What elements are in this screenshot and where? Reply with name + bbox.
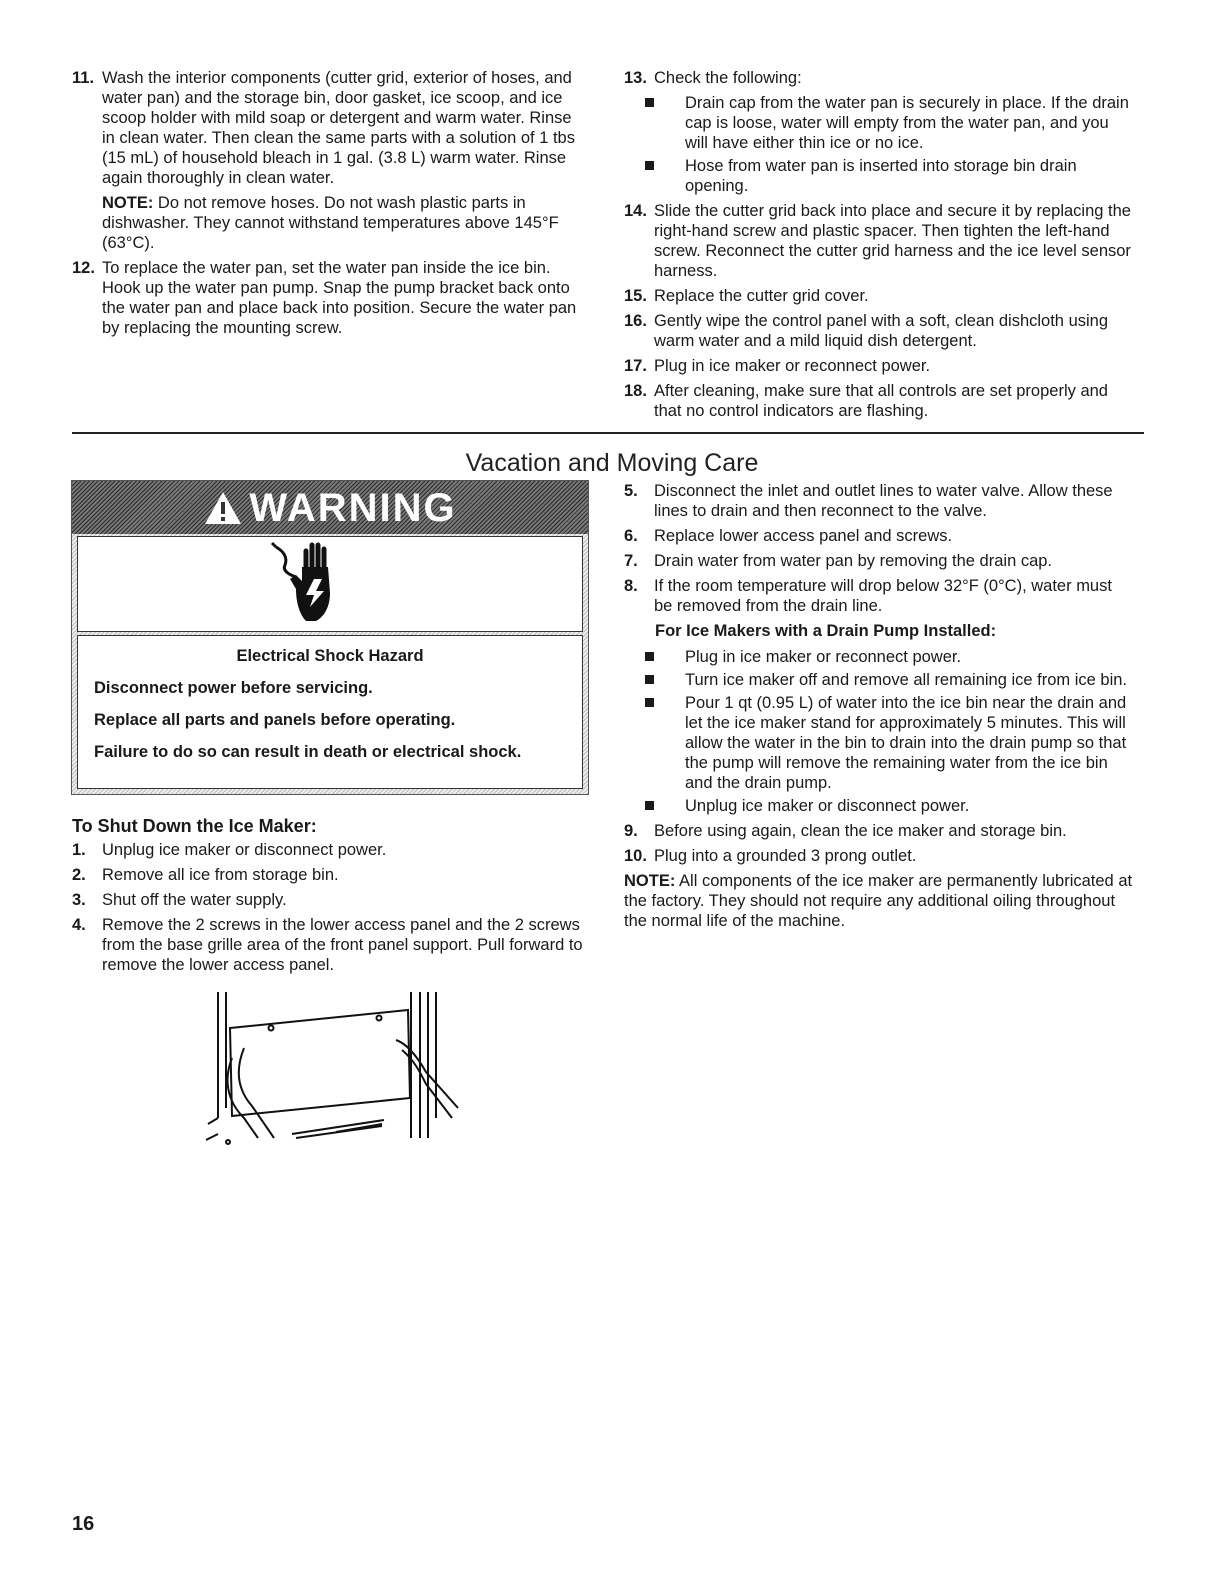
warning-line: Disconnect power before servicing. — [94, 679, 373, 697]
warning-line: Replace all parts and panels before operating. — [94, 711, 456, 729]
step-8 — [624, 576, 1134, 616]
access-panel-removal-illustration — [196, 988, 464, 1148]
step-text: Wash the interior components (cutter grid, exterior of hoses, and water pan) and the storage bin, door gasket, ice scoop, and ice scoop holder with mild soap or detergent and warm water. Rinse in clean water. Then clean the same parts with a solution of 1 tbs (15 mL) of household bleach in 1 gal. (3.8 L) warm water. Rinse again thoroughly in clean water. — [102, 69, 575, 187]
shutdown-step — [72, 865, 587, 885]
warning-header — [72, 481, 588, 534]
bullet-text: Hose from water pan is inserted into storage bin drain opening. — [685, 157, 1077, 195]
note-text: All components of the ice maker are permanently lubricated at the factory. They should not require any additional oiling throughout the normal life of the machine. — [624, 872, 1133, 930]
note-text: Do not remove hoses. Do not wash plastic parts in dishwasher. They cannot withstand temperatures above 145°F (63°C). — [102, 194, 559, 252]
shutdown-heading: To Shut Down the Ice Maker: — [72, 816, 317, 836]
step-text: Shut off the water supply. — [102, 891, 287, 909]
step-7 — [624, 551, 1134, 571]
step-text: Plug into a grounded 3 prong outlet. — [654, 847, 917, 865]
step-text: Slide the cutter grid back into place and secure it by replacing the right-hand screw and plastic spacer. Then tighten the left-hand screw. Reconnect the cutter grid harness and the ice level sensor harness. — [654, 202, 1131, 280]
bullet-text: Turn ice maker off and remove all remaining ice from ice bin. — [685, 671, 1128, 689]
section-divider — [72, 432, 1144, 434]
shutdown-step — [72, 890, 587, 910]
step-text: If the room temperature will drop below 32°F (0°C), water must be removed from the drain line. — [654, 577, 1112, 615]
step-text: To replace the water pan, set the water pan inside the ice bin. Hook up the water pan pump. Snap the pump bracket back onto the water pan and place back into position. Secure the water pan by replacing the mounting screw. — [102, 259, 577, 337]
step-number: 5. — [624, 482, 638, 500]
step-16 — [624, 311, 1134, 351]
step-text: Before using again, clean the ice maker and storage bin. — [654, 822, 1067, 840]
shutdown-step — [72, 915, 587, 975]
warning-triangle-icon — [203, 490, 243, 526]
drain-pump-heading: For Ice Makers with a Drain Pump Installed: — [655, 622, 997, 640]
bullet-square-icon — [624, 670, 655, 690]
page-number: 16 — [72, 1513, 95, 1535]
step-number: 2. — [72, 866, 86, 884]
step-number: 18. — [624, 382, 647, 400]
step-number: 9. — [624, 822, 638, 840]
bullet-text: Pour 1 qt (0.95 L) of water into the ice bin near the drain and let the ice maker stand for approximately 5 minutes. This will allow the water in the bin to drain into the drain pump so that the pump will remove the remaining water from the ice bin and the drain pump. — [685, 694, 1127, 792]
shutdown-section — [72, 816, 587, 980]
step-number: 15. — [624, 287, 647, 305]
warning-pictogram — [77, 536, 583, 632]
step-text: After cleaning, make sure that all controls are set properly and that no control indicators are flashing. — [654, 382, 1108, 420]
step-number: 16. — [624, 312, 647, 330]
step-number: 3. — [72, 891, 86, 909]
step-number: 8. — [624, 577, 638, 595]
bullet-text: Drain cap from the water pan is securely in place. If the drain cap is loose, water will empty from the water pan, and you will have either thin ice or no ice. — [685, 94, 1129, 152]
step-number: 11. — [72, 69, 95, 87]
bullet-square-icon — [624, 647, 655, 667]
step-17 — [624, 356, 1134, 376]
electric-shock-hand-icon — [78, 537, 584, 633]
vacation-steps-column — [624, 481, 1134, 931]
step-text: Replace the cutter grid cover. — [654, 287, 869, 305]
step-text: Check the following: — [654, 69, 802, 87]
step-10 — [624, 846, 1134, 866]
step-number: 10. — [624, 847, 647, 865]
step-5 — [624, 481, 1134, 521]
step-text: Gently wipe the control panel with a soft, clean dishcloth using warm water and a mild liquid dish detergent. — [654, 312, 1109, 350]
hazard-title: Electrical Shock Hazard — [236, 647, 424, 665]
bullet-square-icon — [624, 796, 655, 816]
step-12 — [72, 258, 587, 338]
step-14 — [624, 201, 1134, 281]
bullet-item — [624, 796, 1134, 816]
warning-box — [71, 480, 589, 795]
step-text: Disconnect the inlet and outlet lines to water valve. Allow these lines to drain and then reconnect to the valve. — [654, 482, 1113, 520]
bullet-item — [624, 93, 1134, 153]
step-11 — [72, 68, 587, 188]
note-label: NOTE: — [624, 872, 676, 890]
step-number: 13. — [624, 69, 647, 87]
bullet-square-icon — [624, 693, 655, 793]
note-label: NOTE: — [102, 194, 154, 212]
note-hoses — [72, 193, 587, 253]
section-title: Vacation and Moving Care — [465, 449, 759, 477]
step-number: 14. — [624, 202, 647, 220]
step-15 — [624, 286, 1134, 306]
step-text: Unplug ice maker or disconnect power. — [102, 841, 387, 859]
warning-text-panel — [77, 635, 583, 789]
warning-label: WARNING — [249, 485, 457, 530]
top-left-column — [72, 68, 587, 343]
step-number: 17. — [624, 357, 647, 375]
step-number: 12. — [72, 259, 95, 277]
bullet-item — [624, 693, 1134, 793]
step-text: Remove the 2 screws in the lower access panel and the 2 screws from the base grille area of the front panel support. Pull forward to remove the lower access panel. — [102, 916, 583, 974]
bullet-square-icon — [624, 93, 655, 153]
step-text: Plug in ice maker or reconnect power. — [654, 357, 931, 375]
step-13 — [624, 68, 1134, 88]
bullet-text: Plug in ice maker or reconnect power. — [685, 648, 962, 666]
step-number: 7. — [624, 552, 638, 570]
step-number: 4. — [72, 916, 86, 934]
shutdown-step — [72, 840, 587, 860]
bullet-text: Unplug ice maker or disconnect power. — [685, 797, 970, 815]
step-number: 6. — [624, 527, 638, 545]
step-text: Replace lower access panel and screws. — [654, 527, 953, 545]
step-18 — [624, 381, 1134, 421]
step-number: 1. — [72, 841, 86, 859]
bullet-square-icon — [624, 156, 655, 196]
step-9 — [624, 821, 1134, 841]
bullet-item — [624, 670, 1134, 690]
bullet-item — [624, 647, 1134, 667]
step-text: Remove all ice from storage bin. — [102, 866, 339, 884]
bullet-item — [624, 156, 1134, 196]
step-6 — [624, 526, 1134, 546]
warning-line: Failure to do so can result in death or electrical shock. — [94, 743, 522, 761]
note-lubrication — [624, 871, 1134, 931]
step-text: Drain water from water pan by removing the drain cap. — [654, 552, 1053, 570]
top-right-column — [624, 68, 1134, 426]
